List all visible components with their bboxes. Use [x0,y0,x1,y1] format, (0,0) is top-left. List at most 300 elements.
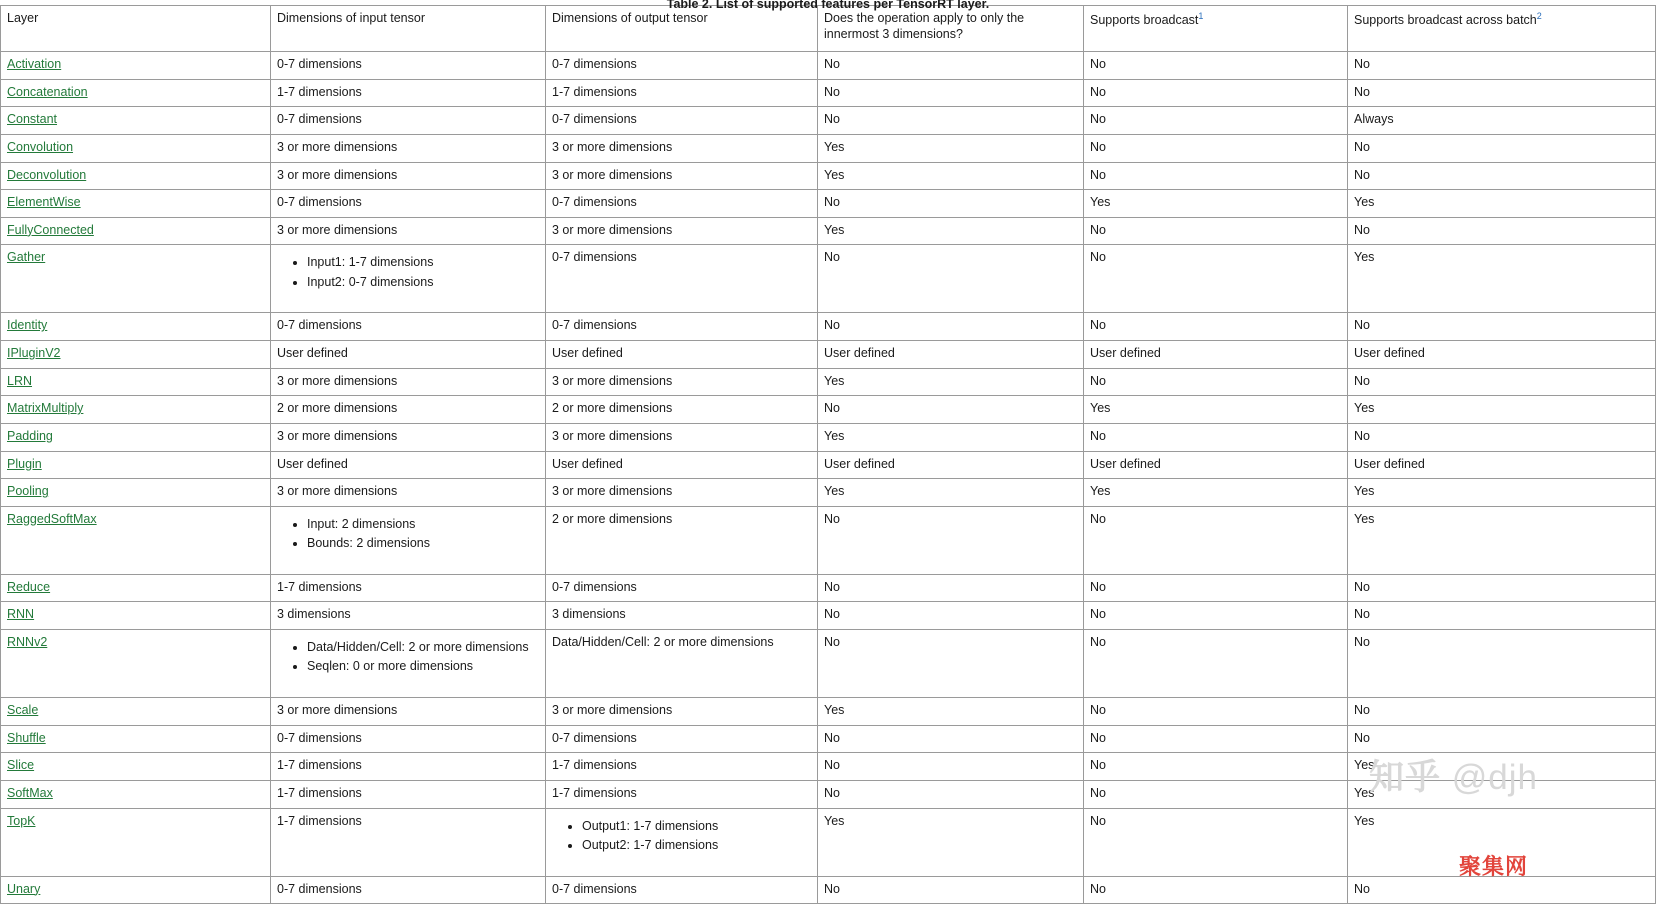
cell-innermost-value: No [824,84,840,99]
cell-innermost-value: Yes [824,484,845,499]
cell-input-dims [271,107,546,135]
column-header-broadcast-batch [1348,6,1656,52]
cell-input-dims-value: 0-7 dimensions [277,881,362,896]
cell-input-dims [271,396,546,424]
cell-innermost [818,602,1084,630]
watermark-zhihu-prefix: 知乎 [1369,758,1442,798]
cell-input-dims [271,479,546,507]
cell-broadcast-batch [1348,451,1656,479]
cell-broadcast-value: No [1090,428,1106,443]
cell-broadcast-batch [1348,602,1656,630]
table-row [1,423,1656,451]
cell-broadcast-batch-value: No [1354,167,1370,182]
cell-output-dims-value: 2 or more dimensions [552,401,673,416]
table-row [1,162,1656,190]
cell-broadcast-batch [1348,368,1656,396]
column-header-innermost [818,6,1084,52]
cell-output-dims [546,574,818,602]
cell-input-dims [271,698,546,726]
cell-broadcast-value: No [1090,112,1106,127]
table-row [1,725,1656,753]
cell-innermost [818,368,1084,396]
cell-innermost-value: No [824,635,840,649]
cell-input-dims-value: 1-7 dimensions [277,84,362,99]
cell-innermost [818,479,1084,507]
cell-output-dims [546,341,818,369]
cell-input-dims-value: 3 or more dimensions [277,703,398,717]
layer-link[interactable]: RNNv2 [7,635,48,649]
cell-broadcast [1084,808,1348,876]
cell-output-dims-value: 3 or more dimensions [552,139,673,154]
cell-broadcast-batch-value: User defined [1354,346,1425,360]
cell-output-dims-value: 0-7 dimensions [552,250,637,265]
cell-layer [1,725,271,753]
column-header-layer-label: Layer [7,11,39,25]
cell-innermost [818,753,1084,781]
cell-broadcast-batch-value: User defined [1354,456,1425,471]
cell-output-dims-list [552,818,811,854]
list-item: • Input2: 0-7 dimensions [307,274,539,290]
column-header-output-dims-label: Dimensions of output tensor [552,11,708,25]
cell-input-dims-value: User defined [277,346,348,360]
cell-output-dims [546,162,818,190]
column-header-layer [1,6,271,52]
cell-output-dims [546,396,818,424]
cell-broadcast-value: No [1090,703,1106,717]
cell-input-dims [271,753,546,781]
cell-input-dims [271,134,546,162]
layer-link[interactable]: Plugin [7,456,42,471]
layer-link[interactable]: Unary [7,881,41,896]
list-item: • Data/Hidden/Cell: 2 or more dimensions [307,639,539,655]
cell-broadcast [1084,217,1348,245]
cell-innermost-value: No [824,579,840,594]
cell-broadcast-batch-value: No [1354,57,1370,71]
cell-layer [1,217,271,245]
cell-broadcast-batch [1348,396,1656,424]
cell-output-dims-value: 3 or more dimensions [552,484,673,499]
cell-broadcast-batch [1348,52,1656,80]
cell-broadcast [1084,396,1348,424]
cell-innermost-value: Yes [824,813,845,828]
cell-input-dims-value: 0-7 dimensions [277,57,362,71]
cell-broadcast-value: No [1090,758,1106,773]
cell-innermost-value: No [824,401,840,416]
layer-link[interactable]: Concatenation [7,84,88,99]
watermark-bottom: 聚集网 [1458,855,1528,880]
cell-broadcast [1084,313,1348,341]
cell-broadcast [1084,698,1348,726]
cell-layer [1,506,271,574]
footnote-marker-2[interactable]: 2 [1536,11,1542,21]
cell-broadcast-batch-value: No [1354,139,1370,154]
table-row [1,506,1656,574]
cell-input-dims-value: 1-7 dimensions [277,813,362,828]
cell-output-dims-value: 3 or more dimensions [552,703,673,717]
table-header [1,6,1656,52]
list-item: • Input1: 1-7 dimensions [307,254,539,270]
cell-broadcast [1084,753,1348,781]
cell-innermost-value: No [824,881,840,896]
cell-broadcast-value: No [1090,373,1106,388]
layer-link[interactable]: Reduce [7,579,51,594]
table-row [1,313,1656,341]
cell-innermost [818,808,1084,876]
cell-innermost [818,725,1084,753]
cell-output-dims [546,79,818,107]
cell-innermost-value: Yes [824,703,845,717]
cell-layer [1,52,271,80]
cell-broadcast-batch-value: Always [1354,112,1394,127]
cell-broadcast-value: No [1090,57,1106,71]
cell-input-dims-value: 0-7 dimensions [277,195,362,210]
cell-output-dims-value: 0-7 dimensions [552,112,637,127]
cell-output-dims [546,753,818,781]
table-row [1,808,1656,876]
layer-link[interactable]: Identity [7,318,48,333]
layer-link[interactable]: FullyConnected [7,222,94,237]
cell-broadcast [1084,574,1348,602]
column-header-output-dims [546,6,818,52]
cell-broadcast-value: Yes [1090,484,1111,499]
cell-broadcast [1084,52,1348,80]
column-header-broadcast-label: Supports broadcast [1090,13,1199,28]
table-row [1,780,1656,808]
cell-output-dims-value: 2 or more dimensions [552,511,673,526]
cell-broadcast [1084,134,1348,162]
cell-broadcast-batch-value: Yes [1354,758,1375,773]
cell-broadcast-value: No [1090,730,1106,745]
cell-output-dims [546,698,818,726]
cell-broadcast-batch [1348,574,1656,602]
cell-input-dims [271,451,546,479]
cell-broadcast-batch-value: No [1354,222,1370,237]
layer-link[interactable]: Deconvolution [7,167,87,182]
table-row [1,217,1656,245]
cell-innermost [818,574,1084,602]
cell-layer [1,602,271,630]
cell-innermost [818,52,1084,80]
cell-broadcast [1084,725,1348,753]
layer-link[interactable]: Padding [7,428,53,443]
cell-input-dims [271,313,546,341]
cell-broadcast [1084,162,1348,190]
cell-innermost-value: No [824,758,840,773]
layer-link[interactable]: Constant [7,112,58,127]
footnote-marker-1[interactable]: 1 [1198,11,1204,21]
cell-input-dims-value: 0-7 dimensions [277,112,362,127]
cell-innermost-value: User defined [824,346,895,360]
layer-link[interactable]: Pooling [7,484,49,499]
cell-innermost [818,780,1084,808]
cell-broadcast-value: No [1090,511,1106,526]
cell-output-dims [546,780,818,808]
cell-innermost-value: Yes [824,222,845,237]
cell-broadcast-value: No [1090,579,1106,594]
cell-broadcast-batch [1348,134,1656,162]
cell-output-dims-value: 0-7 dimensions [552,881,637,896]
cell-output-dims [546,479,818,507]
cell-input-dims-value: 3 or more dimensions [277,428,398,443]
cell-output-dims-value: 0-7 dimensions [552,57,637,71]
cell-input-dims [271,423,546,451]
cell-broadcast-batch [1348,341,1656,369]
cell-layer [1,630,271,698]
cell-broadcast-batch-value: Yes [1354,484,1375,499]
cell-broadcast-batch [1348,217,1656,245]
cell-innermost-value: Yes [824,373,845,388]
column-header-input-dims-label: Dimensions of input tensor [277,11,425,25]
cell-input-dims-value: 3 or more dimensions [277,222,398,237]
list-item: • Bounds: 2 dimensions [307,535,539,551]
cell-input-dims-value: 1-7 dimensions [277,758,362,773]
cell-output-dims [546,107,818,135]
cell-broadcast-batch [1348,808,1656,876]
table-row [1,396,1656,424]
cell-broadcast-batch-value: Yes [1354,813,1375,828]
cell-broadcast [1084,506,1348,574]
cell-input-dims-list [277,516,539,552]
table-row [1,630,1656,698]
list-item: • Output2: 1-7 dimensions [582,837,811,853]
cell-innermost [818,162,1084,190]
cell-innermost [818,107,1084,135]
cell-layer [1,134,271,162]
cell-layer [1,698,271,726]
cell-broadcast-batch [1348,162,1656,190]
list-item: • Input: 2 dimensions [307,516,539,532]
layer-link[interactable]: Activation [7,57,62,71]
cell-output-dims [546,808,818,876]
cell-input-dims-value: User defined [277,456,348,471]
cell-input-dims-value: 3 or more dimensions [277,167,398,182]
cell-broadcast-value: No [1090,607,1106,622]
cell-broadcast-value: No [1090,222,1106,237]
cell-innermost [818,396,1084,424]
cell-layer [1,574,271,602]
watermark-zhihu-handle: @djh [1451,758,1538,797]
list-item: • Seqlen: 0 or more dimensions [307,658,539,674]
cell-input-dims [271,52,546,80]
cell-broadcast-batch [1348,506,1656,574]
cell-broadcast-value: No [1090,167,1106,182]
cell-broadcast [1084,780,1348,808]
cell-broadcast-batch [1348,630,1656,698]
cell-broadcast-batch-value: No [1354,579,1370,594]
cell-layer [1,162,271,190]
cell-input-dims [271,808,546,876]
column-header-broadcast [1084,6,1348,52]
cell-broadcast-batch [1348,725,1656,753]
cell-input-dims-value: 2 or more dimensions [277,401,398,416]
cell-output-dims-value: Data/Hidden/Cell: 2 or more dimensions [552,635,774,649]
cell-input-dims [271,341,546,369]
table-row [1,451,1656,479]
cell-innermost [818,245,1084,313]
cell-broadcast [1084,341,1348,369]
cell-broadcast-value: User defined [1090,456,1161,471]
cell-broadcast [1084,107,1348,135]
cell-broadcast-value: Yes [1090,401,1111,416]
table-body [1,52,1656,904]
cell-broadcast-batch [1348,423,1656,451]
cell-input-dims [271,725,546,753]
table-row [1,134,1656,162]
cell-innermost-value: Yes [824,139,845,154]
cell-output-dims [546,423,818,451]
cell-input-dims-value: 1-7 dimensions [277,785,362,800]
cell-innermost [818,698,1084,726]
cell-broadcast-batch [1348,313,1656,341]
cell-broadcast-batch [1348,753,1656,781]
cell-input-dims [271,630,546,698]
cell-broadcast-batch-value: No [1354,84,1370,99]
table-row [1,52,1656,80]
cell-broadcast [1084,245,1348,313]
cell-layer [1,313,271,341]
cell-broadcast-value: No [1090,635,1106,649]
layer-link[interactable]: Shuffle [7,730,46,745]
cell-broadcast-value: No [1090,84,1106,99]
cell-broadcast-batch [1348,479,1656,507]
table-row [1,574,1656,602]
cell-output-dims [546,451,818,479]
cell-output-dims [546,630,818,698]
cell-broadcast-batch-value: Yes [1354,250,1375,265]
cell-output-dims-value: 1-7 dimensions [552,758,637,773]
cell-output-dims [546,52,818,80]
cell-output-dims-value: 3 or more dimensions [552,373,673,388]
cell-broadcast-batch-value: No [1354,881,1370,896]
table-row [1,190,1656,218]
cell-innermost [818,506,1084,574]
cell-output-dims [546,506,818,574]
cell-output-dims [546,725,818,753]
cell-broadcast-batch-value: No [1354,730,1370,745]
cell-layer [1,479,271,507]
cell-broadcast [1084,368,1348,396]
cell-broadcast-batch [1348,780,1656,808]
cell-output-dims-value: 3 dimensions [552,607,626,622]
cell-output-dims-value: 1-7 dimensions [552,785,637,800]
layer-link[interactable]: ElementWise [7,195,81,210]
cell-input-dims-value: 3 or more dimensions [277,139,398,154]
layer-link[interactable]: SoftMax [7,785,53,800]
cell-input-dims [271,245,546,313]
cell-broadcast-batch [1348,79,1656,107]
cell-input-dims [271,574,546,602]
cell-output-dims-value: 1-7 dimensions [552,84,637,99]
layer-link[interactable]: Gather [7,250,46,265]
layer-link[interactable]: TopK [7,813,36,828]
cell-output-dims [546,190,818,218]
cell-innermost-value: No [824,730,840,745]
cell-output-dims [546,602,818,630]
layer-link[interactable]: LRN [7,373,33,388]
cell-output-dims-value: User defined [552,346,623,360]
cell-broadcast-value: Yes [1090,195,1111,210]
cell-input-dims [271,876,546,904]
cell-innermost-value: Yes [824,167,845,182]
table-row [1,698,1656,726]
cell-innermost [818,190,1084,218]
cell-input-dims-value: 3 or more dimensions [277,373,398,388]
cell-layer [1,190,271,218]
cell-broadcast-batch [1348,107,1656,135]
cell-broadcast-batch-value: No [1354,635,1370,649]
cell-layer [1,808,271,876]
table-row [1,245,1656,313]
table-row [1,79,1656,107]
cell-layer [1,753,271,781]
table-header-row [1,6,1656,52]
cell-innermost [818,313,1084,341]
cell-output-dims [546,368,818,396]
cell-layer [1,341,271,369]
table-row [1,107,1656,135]
cell-layer [1,780,271,808]
cell-input-dims [271,602,546,630]
cell-output-dims-value: 0-7 dimensions [552,579,637,594]
cell-innermost-value: Yes [824,428,845,443]
cell-input-dims-value: 0-7 dimensions [277,730,362,745]
column-header-innermost-label: Does the operation apply to only the innermost 3 dimensions? [824,11,1025,41]
cell-broadcast-value: User defined [1090,346,1161,360]
cell-broadcast-batch [1348,190,1656,218]
cell-broadcast-batch-value: Yes [1354,785,1375,800]
cell-broadcast-batch-value: No [1354,607,1370,622]
layer-link[interactable]: Convolution [7,139,74,154]
cell-innermost-value: No [824,607,840,622]
layer-link[interactable]: MatrixMultiply [7,401,84,416]
cell-broadcast-value: No [1090,881,1106,896]
cell-input-dims [271,79,546,107]
cell-input-dims-list [277,254,539,290]
cell-layer [1,107,271,135]
column-header-broadcast-batch-label: Supports broadcast across batch [1354,13,1537,28]
cell-innermost [818,451,1084,479]
layer-link[interactable]: Scale [7,703,39,717]
cell-broadcast-value: No [1090,139,1106,154]
cell-innermost-value: No [824,57,840,71]
cell-innermost-value: No [824,250,840,265]
cell-broadcast-batch-value: Yes [1354,401,1375,416]
cell-broadcast-batch [1348,698,1656,726]
cell-output-dims-value: 0-7 dimensions [552,195,637,210]
cell-innermost [818,630,1084,698]
cell-output-dims-value: 0-7 dimensions [552,730,637,745]
cell-layer [1,423,271,451]
cell-input-dims-value: 3 dimensions [277,607,351,622]
cell-innermost [818,423,1084,451]
cell-innermost-value: No [824,785,840,800]
cell-output-dims-value: 0-7 dimensions [552,318,637,333]
cell-broadcast-batch [1348,245,1656,313]
cell-broadcast-batch-value: No [1354,318,1370,333]
cell-innermost [818,134,1084,162]
layer-link[interactable]: RNN [7,607,35,622]
cell-innermost-value: No [824,112,840,127]
cell-broadcast-batch-value: No [1354,703,1370,717]
cell-layer [1,876,271,904]
cell-input-dims [271,368,546,396]
cell-innermost [818,876,1084,904]
layer-link[interactable]: Slice [7,758,35,773]
cell-input-dims-value: 1-7 dimensions [277,579,362,594]
layer-link[interactable]: RaggedSoftMax [7,511,97,526]
layer-link[interactable]: IPluginV2 [7,346,61,360]
cell-innermost-value: User defined [824,456,895,471]
